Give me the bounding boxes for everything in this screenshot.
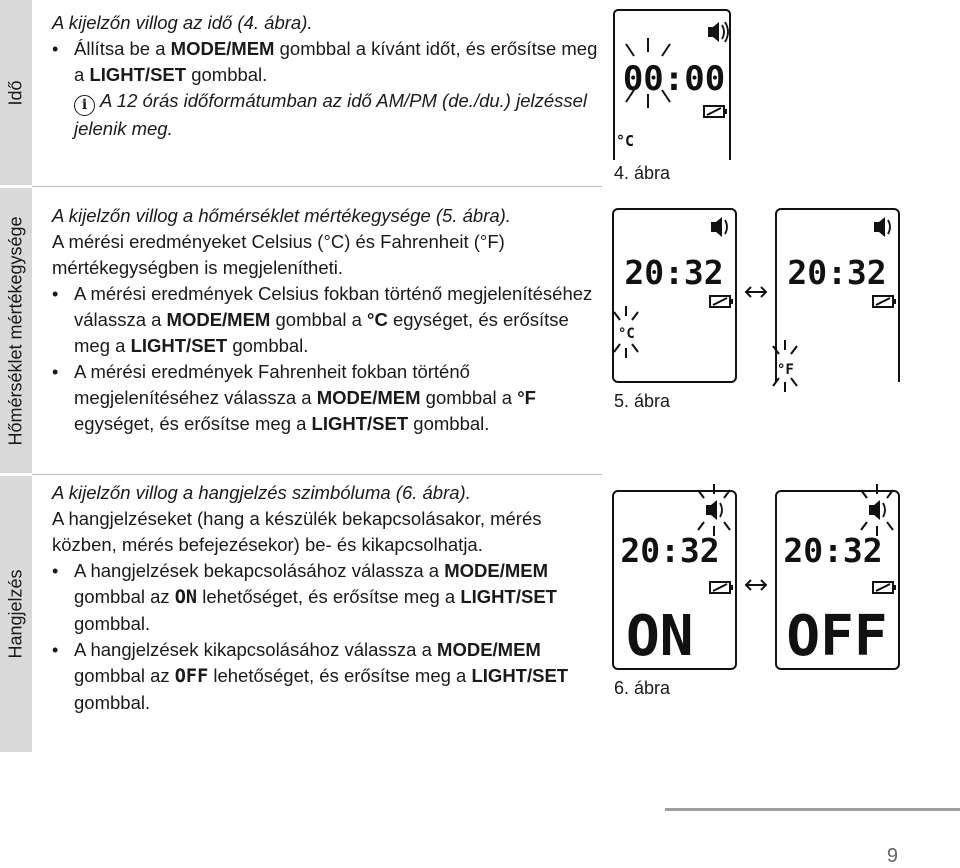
tab-hangjelzes (0, 476, 32, 752)
bullet-item: • Állítsa be a MODE/MEM gombbal a kívánt időt, és erősítse meg a LIGHT/SET gombbal. (52, 38, 598, 85)
speaker-icon (711, 217, 727, 237)
unit-fahrenheit: °F (777, 362, 794, 378)
time-readout: 00:00 (622, 59, 726, 99)
footer-rule (665, 808, 960, 811)
section-hangjelzes-text (52, 480, 607, 716)
time-readout: 20:32 (620, 531, 720, 570)
speaker-icon (708, 22, 728, 42)
figure-4-display (612, 10, 732, 160)
paragraph: A hangjelzéseket (hang a készülék bekapcsolásakor, mérés közben, mérés befejezésekor) be- és kikapcsolhatja. (52, 508, 542, 555)
figure-5-display-celsius (612, 208, 737, 383)
bullet-item: • A mérési eredmények Fahrenheit fokban történő megjelenítéséhez válassza a MODE/MEM gombbal a °F egységet, és erősítse meg a LIGHT/SET gombbal. (52, 361, 536, 434)
bullet-item: • A mérési eredmények Celsius fokban történő megjelenítéséhez válassza a MODE/MEM gombbal a °C egységet, és erősítse meg a LIGHT/SET gombbal. (52, 283, 593, 356)
bullet-item: • A hangjelzések bekapcsolásához válassza a MODE/MEM gombbal az ON lehetőséget, és erősítse meg a LIGHT/SET gombbal. (52, 560, 557, 634)
battery-icon (710, 296, 733, 307)
figure-5-display-fahrenheit (775, 208, 900, 383)
figure-4-caption: 4. ábra (614, 163, 671, 183)
tab-homerseklet (0, 188, 32, 473)
tab-label-hangjelzes: Hangjelzés (5, 569, 26, 659)
intro-text: A kijelzőn villog a hőmérséklet mértékegysége (5. ábra). (52, 205, 511, 226)
time-readout: 20:32 (783, 531, 883, 570)
figure-6-display-on (612, 490, 737, 670)
sound-off-readout: OFF (786, 604, 888, 669)
tab-ido (0, 0, 32, 185)
time-readout: 20:32 (624, 253, 724, 292)
segment-on-inline: ON (174, 587, 198, 608)
page-number: 9 (886, 845, 898, 867)
tab-label-ido: Idő (5, 79, 26, 106)
section-homerseklet-text (52, 203, 607, 437)
speaker-icon (706, 500, 722, 520)
intro-text: A kijelzőn villog az idő (4. ábra). (52, 12, 313, 33)
figure-6-caption: 6. ábra (614, 678, 671, 698)
figure-6-display-off (775, 490, 900, 670)
section-divider (32, 474, 602, 475)
intro-text: A kijelzőn villog a hangjelzés szimbóluma (6. ábra). (52, 482, 471, 503)
info-note: i A 12 órás időformátumban az idő AM/PM (de./du.) jelzéssel jelenik meg. (74, 90, 588, 139)
sound-on-readout: ON (626, 604, 694, 669)
speaker-icon (869, 500, 885, 520)
paragraph: A mérési eredményeket Celsius (°C) és Fahrenheit (°F) mértékegységben is megjelenítheti. (52, 231, 505, 278)
segment-off-inline: OFF (174, 666, 209, 687)
info-icon: i (74, 95, 95, 116)
section-divider (32, 186, 602, 187)
unit-celsius: °C (618, 326, 635, 342)
figure-5-caption: 5. ábra (614, 391, 671, 411)
toggle-arrow-icon (745, 285, 767, 299)
battery-icon (873, 296, 896, 307)
battery-icon (704, 106, 727, 117)
unit-celsius: °C (616, 132, 635, 150)
toggle-arrow-icon (745, 578, 767, 592)
tab-label-homerseklet: Hőmérséklet mértékegysége (5, 215, 26, 446)
speaker-icon (874, 217, 890, 237)
battery-icon (710, 582, 733, 593)
battery-icon (873, 582, 896, 593)
time-readout: 20:32 (787, 253, 887, 292)
section-ido-text (52, 10, 607, 142)
bullet-item: • A hangjelzések kikapcsolásához válassza a MODE/MEM gombbal az OFF lehetőséget, és erősítse meg a LIGHT/SET gombbal. (52, 639, 569, 713)
